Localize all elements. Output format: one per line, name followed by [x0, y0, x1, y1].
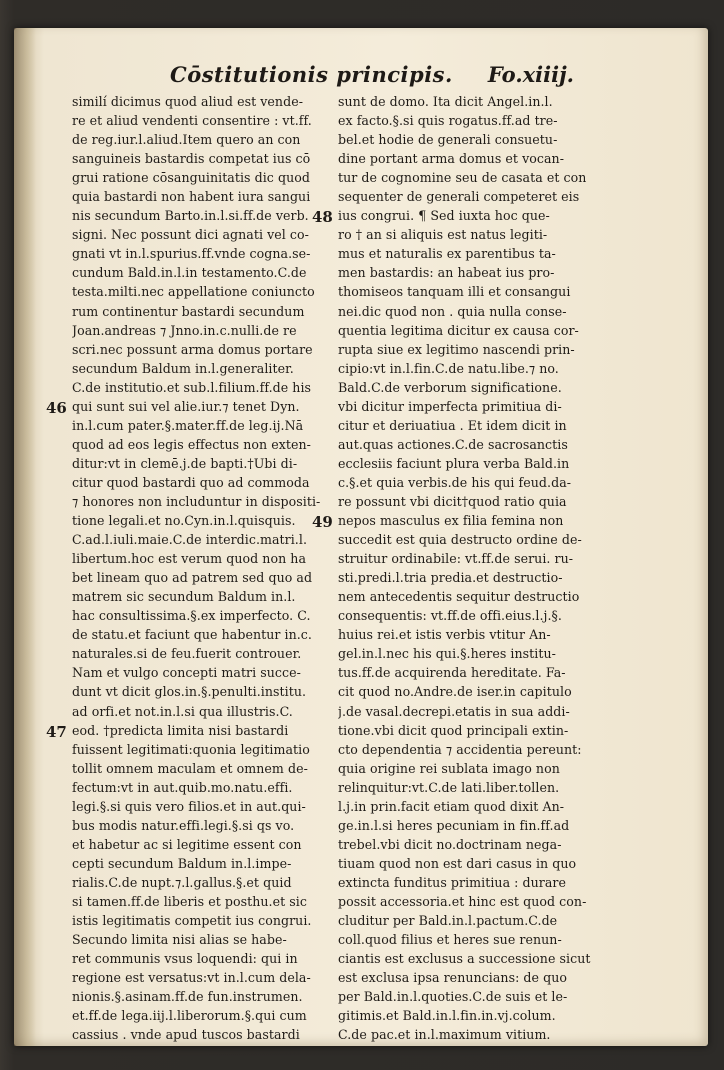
text-line: men bastardis: an habeat ius pro-	[338, 265, 555, 281]
text-line: C.de pac.et in.l.maximum vitium.	[338, 1027, 551, 1043]
text-line: in.l.cum pater.§.mater.ff.de leg.ij.Nā	[72, 417, 304, 433]
folio-number: Fo.xiiij.	[487, 62, 574, 87]
text-line: cit quod no.Andre.de iser.in capitulo	[338, 684, 572, 700]
text-line: qui sunt sui vel alie.iur.⁊ tenet Dyn.	[72, 398, 300, 414]
text-line: ro † an si aliquis est natus legiti-	[338, 227, 548, 243]
text-line: citur et deriuatiua . Et idem dicit in	[338, 417, 567, 433]
text-line: struitur ordinabile: vt.ff.de serui. ru-	[338, 551, 574, 567]
text-line: matrem sic secundum Baldum in.l.	[72, 589, 296, 605]
text-line: et habetur ac si legitime essent con	[72, 836, 302, 852]
text-line: libertum.hoc est verum quod non ha	[72, 551, 307, 567]
text-line: naturales.si de feu.fuerit controuer.	[72, 646, 302, 662]
text-line: trebel.vbi dicit no.doctrinam nega-	[338, 836, 562, 852]
text-line: ret communis vsus loquendi: qui in	[72, 951, 298, 967]
text-line: nionis.§.asinam.ff.de fun.instrumen.	[72, 989, 303, 1005]
text-line: cepti secundum Baldum in.l.impe-	[72, 855, 292, 871]
text-line: eod. †predicta limita nisi bastardi	[72, 722, 289, 738]
text-line: quentia legitima dicitur ex causa cor-	[338, 322, 579, 338]
text-line: bel.et hodie de generali consuetu-	[338, 132, 558, 148]
text-line: fuissent legitimati:quonia legitimatio	[72, 741, 310, 757]
text-line: per Bald.in.l.quoties.C.de suis et le-	[338, 989, 568, 1005]
text-line: citur quod bastardi quo ad commoda	[72, 474, 310, 490]
text-line: nem antecedentis sequitur destructio	[338, 589, 580, 605]
text-line: possit accessoria.et hinc est quod con-	[338, 893, 587, 909]
text-line: extincta funditus primitiua : durare	[338, 874, 567, 890]
text-line: consequentis: vt.ff.de offi.eius.l.j.§.	[338, 608, 562, 624]
text-line: gitimis.et Bald.in.l.fin.in.vj.colum.	[338, 1008, 556, 1024]
text-line: coll.quod filius et heres sue renun-	[338, 932, 562, 948]
text-line: C.de institutio.et sub.l.filium.ff.de his	[72, 379, 312, 395]
text-line: quia bastardi non habent iura sangui	[72, 189, 311, 205]
binding-gutter	[14, 28, 36, 1046]
text-line: cluditur per Bald.in.l.pactum.C.de	[338, 913, 558, 929]
text-line: relinquitur:vt.C.de lati.liber.tollen.	[338, 779, 560, 795]
text-line: regione est versatus:vt in.l.cum dela-	[72, 970, 311, 986]
left-column	[72, 92, 320, 1044]
text-line: tione.vbi dicit quod principali extin-	[338, 722, 569, 738]
text-line: ⁊ honores non includuntur in dispositi-	[72, 493, 320, 509]
text-line: j.de vasal.decrepi.etatis in sua addi-	[338, 703, 570, 719]
text-line: Secundo limita nisi alias se habe-	[72, 932, 287, 948]
text-line: Joan.andreas ⁊ Jnno.in.c.nulli.de re	[72, 322, 297, 338]
text-line: fectum:vt in aut.quib.mo.natu.effi.	[72, 779, 293, 795]
text-line: cipio:vt in.l.fin.C.de natu.libe.⁊ no.	[338, 360, 559, 376]
margin-number: 48	[312, 208, 333, 226]
text-line: bus modis natur.effi.legi.§.si qs vo.	[72, 817, 295, 833]
text-line: Bald.C.de verborum significatione.	[338, 379, 562, 395]
text-line: quia origine rei sublata imago non	[338, 760, 560, 776]
text-line: ge.in.l.si heres pecuniam in fin.ff.ad	[338, 817, 570, 833]
text-line: nei.dic quod non . quia nulla conse-	[338, 303, 567, 319]
text-line: tiuam quod non est dari casus in quo	[338, 855, 577, 871]
text-line: nepos masculus ex filia femina non	[338, 513, 564, 529]
text-line: l.j.in prin.facit etiam quod dixit An-	[338, 798, 565, 814]
text-line: ditur:vt in clemē.j.de bapti.†Ubi di-	[72, 455, 298, 471]
text-line: si tamen.ff.de liberis et posthu.et sic	[72, 893, 307, 909]
text-line: dunt vt dicit glos.in.§.penulti.institu.	[72, 684, 307, 700]
text-line: est exclusa ipsa renuncians: de quo	[338, 970, 568, 986]
text-line: testa.milti.nec appellatione coniuncto	[72, 284, 315, 300]
text-line: sanguineis bastardis competat ius cō	[72, 151, 311, 167]
text-line: tollit omnem maculam et omnem de-	[72, 760, 308, 776]
text-line: thomiseos tanquam illi et consangui	[338, 284, 571, 300]
text-line: secundum Baldum in.l.generaliter.	[72, 360, 294, 376]
text-line: tur de cognomine seu de casata et con	[338, 170, 587, 186]
text-line: similí dicimus quod aliud est vende-	[72, 94, 303, 109]
text-line: gel.in.l.nec his qui.§.heres institu-	[338, 646, 556, 662]
text-line: ciantis est exclusus a successione sicut	[338, 951, 591, 967]
text-line: Nam et vulgo concepti matri succe-	[72, 665, 301, 681]
text-line: gnati vt in.l.spurius.ff.vnde cogna.se-	[72, 246, 311, 262]
text-line: quod ad eos legis effectus non exten-	[72, 436, 311, 452]
text-line: istis legitimatis competit ius congrui.	[72, 913, 312, 929]
text-line: succedit est quia destructo ordine de-	[338, 532, 582, 548]
text-line: aut.quas actiones.C.de sacrosanctis	[338, 436, 568, 452]
text-line: re et aliud vendenti consentire : vt.ff.	[72, 113, 312, 129]
text-line: mus et naturalis ex parentibus ta-	[338, 246, 556, 262]
text-line: de statu.et faciunt que habentur in.c.	[72, 627, 312, 643]
running-head: Cōstitutionis principis.	[170, 62, 453, 87]
text-line: cassius . vnde apud tuscos bastardi	[72, 1027, 300, 1043]
text-line: ecclesiis faciunt plura verba Bald.in	[338, 455, 570, 471]
text-line: dine portant arma domus et vocan-	[338, 151, 565, 167]
text-line: huius rei.et istis verbis vtitur An-	[338, 627, 551, 643]
text-line: de reg.iur.l.aliud.Item quero an con	[72, 132, 301, 148]
text-line: hac consultissima.§.ex imperfecto. C.	[72, 608, 311, 624]
text-line: sequenter de generali competeret eis	[338, 189, 580, 205]
text-line: nis secundum Barto.in.l.si.ff.de verb.	[72, 208, 309, 224]
margin-number: 49	[312, 513, 333, 531]
text-line: sunt de domo. Ita dicit Angel.in.l.	[338, 94, 553, 109]
margin-number: 46	[46, 399, 67, 417]
text-line: ex facto.§.si quis rogatus.ff.ad tre-	[338, 113, 558, 129]
text-line: tione legali.et no.Cyn.in.l.quisquis.	[72, 513, 296, 529]
text-line: rialis.C.de nupt.⁊.l.gallus.§.et quid	[72, 874, 292, 890]
right-column	[338, 92, 600, 1044]
text-line: ad orfi.et not.in.l.si qua illustris.C.	[72, 703, 293, 719]
text-line: signi. Nec possunt dici agnati vel co-	[72, 227, 309, 243]
text-line: c.§.et quia verbis.de his qui feud.da-	[338, 474, 572, 490]
margin-number: 47	[46, 723, 67, 741]
text-line: vbi dicitur imperfecta primitiua di-	[338, 398, 562, 414]
text-line: rum continentur bastardi secundum	[72, 303, 305, 319]
text-line: scri.nec possunt arma domus portare	[72, 341, 313, 357]
text-line: ius congrui. ¶ Sed iuxta hoc que-	[338, 208, 550, 224]
text-line: re possunt vbi dicit†quod ratio quia	[338, 493, 567, 509]
text-line: cto dependentia ⁊ accidentia pereunt:	[338, 741, 582, 757]
text-line: C.ad.l.iuli.maie.C.de interdic.matri.l.	[72, 532, 307, 548]
text-line: cundum Bald.in.l.in testamento.C.de	[72, 265, 307, 281]
text-line: tus.ff.de acquirenda hereditate. Fa-	[338, 665, 566, 681]
text-line: grui ratione cōsanguinitatis dic quod	[72, 170, 310, 186]
text-line: bet lineam quo ad patrem sed quo ad	[72, 570, 313, 586]
text-line: legi.§.si quis vero filios.et in aut.qui-	[72, 798, 306, 814]
text-line: et.ff.de lega.iij.l.liberorum.§.qui cum	[72, 1008, 307, 1024]
text-line: rupta siue ex legitimo nascendi prin-	[338, 341, 575, 357]
text-line: sti.predi.l.tria predia.et destructio-	[338, 570, 563, 586]
